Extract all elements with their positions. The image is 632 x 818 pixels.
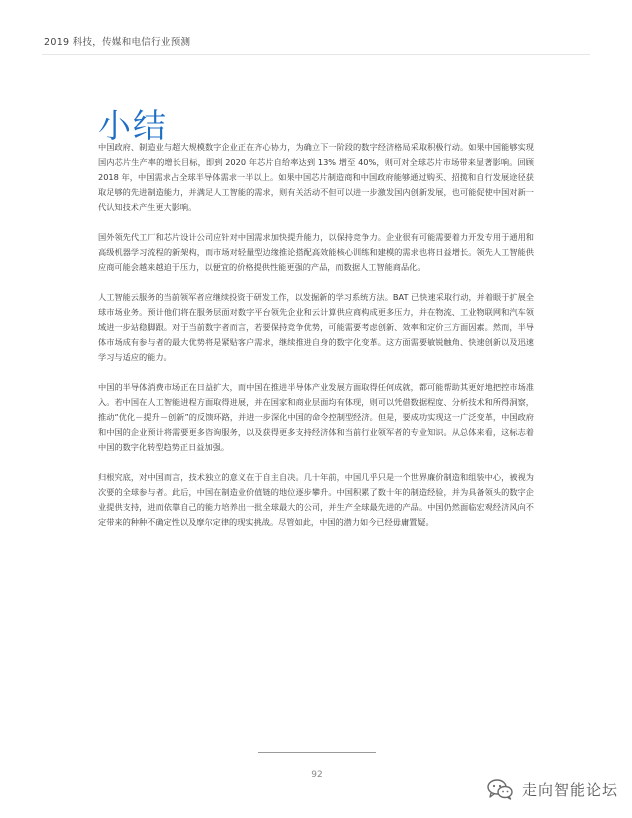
header-divider xyxy=(42,54,590,55)
paragraph-4: 中国的半导体消费市场正在日益扩大，而中国在推进半导体产业发展方面取得任何成就，都可能帮助其更好地把控市场准入。若中国在人工智能进程方面取得进展，并在国家和商业层面均有体现，则可以凭借数据程度、分析技术和所得洞察，推动“优化－提升－创新”的反馈环路，并进一步深化中国的命令控制型经济。但是，要成功实现这一广泛变革，中国政府和中国的企业预计将需要更多咨询服务，以及获得更多支持经济体和当前行业领军者的专业知识。从总体来看，这标志着中国的数字化转型趋势正日益加强。 xyxy=(98,382,534,452)
running-header: 2019 科技，传媒和电信行业预测 xyxy=(44,37,191,48)
section-title: 小结 xyxy=(98,106,168,146)
wechat-icon xyxy=(486,778,514,800)
wechat-watermark xyxy=(486,778,618,800)
page-number: 92 xyxy=(311,770,323,780)
paragraph-5: 归根究底，对中国而言，技术独立的意义在于自主自决。几十年前，中国几乎只是一个世界廉价制造和组装中心，被视为次要的全球参与者。此后，中国在制造业价值链的地位逐步攀升。中国积累了数十年的制造经验，并为具备领头的数字企业提供支持，进而依靠自己的能力培养出一批全球最大的公司，并生产全球最先进的产品。中国仍然面临宏观经济风向不定带来的种种不确定性以及摩尔定律的现实挑战。尽管如此，中国的潜力如今已经毋庸置疑。 xyxy=(98,472,534,527)
watermark-label: 走向智能论坛 xyxy=(521,780,618,799)
paragraph-2: 国外领先代工厂和芯片设计公司应针对中国需求加快提升能力，以保持竞争力。企业很有可能需要着力开发专用于通用和高级机器学习流程的新架构，而市场对轻量型边缘推论搭配高效能核心训练和建模的需求也将日益增长。领先人工智能供应商可能会越来越迫于压力，以便宜的价格提供性能更强的产品，而数据人工智能商品化。 xyxy=(98,232,534,272)
body-text xyxy=(98,140,534,545)
paragraph-1: 中国政府、制造业与超大规模数字企业正在齐心协力，为确立下一阶段的数字经济格局采取积极行动。如果中国能够实现国内芯片生产率的增长目标，即到 2020 年芯片自给率达到 13% 增至 40%，则可对全球芯片市场带来显著影响。回顾 2018 年，中国需求占全球半导体需求一半以上。如果中国芯片制造商和中国政府能够通过购买、招揽和自行发展途径获取足够的先进制造能力，并满足人工智能的需求，则有关活动不但可以进一步激发国内创新发展，也可能促使中国对新一代认知技术产生更大影响。 xyxy=(98,142,534,212)
footer-divider xyxy=(258,752,376,753)
paragraph-3: 人工智能云服务的当前领军者应继续投资于研发工作，以发掘新的学习系统方法。BAT 已快速采取行动，并着眼于扩展全球市场业务。预计他们将在服务层面对数字平台领先企业和云计算供应商构成更多压力，并在物流、工业物联网和汽车领域进一步站稳脚跟。对于当前数字者而言，若要保持竞争优势，可能需要考虑创新、效率和定价三方面因素。然而，半导体市场成有参与者的最大优势将是紧贴客户需求，继续推进自身的数字化变革。这方面需要敏锐触角、快速创新以及迅速学习与适应的能力。 xyxy=(98,292,534,362)
